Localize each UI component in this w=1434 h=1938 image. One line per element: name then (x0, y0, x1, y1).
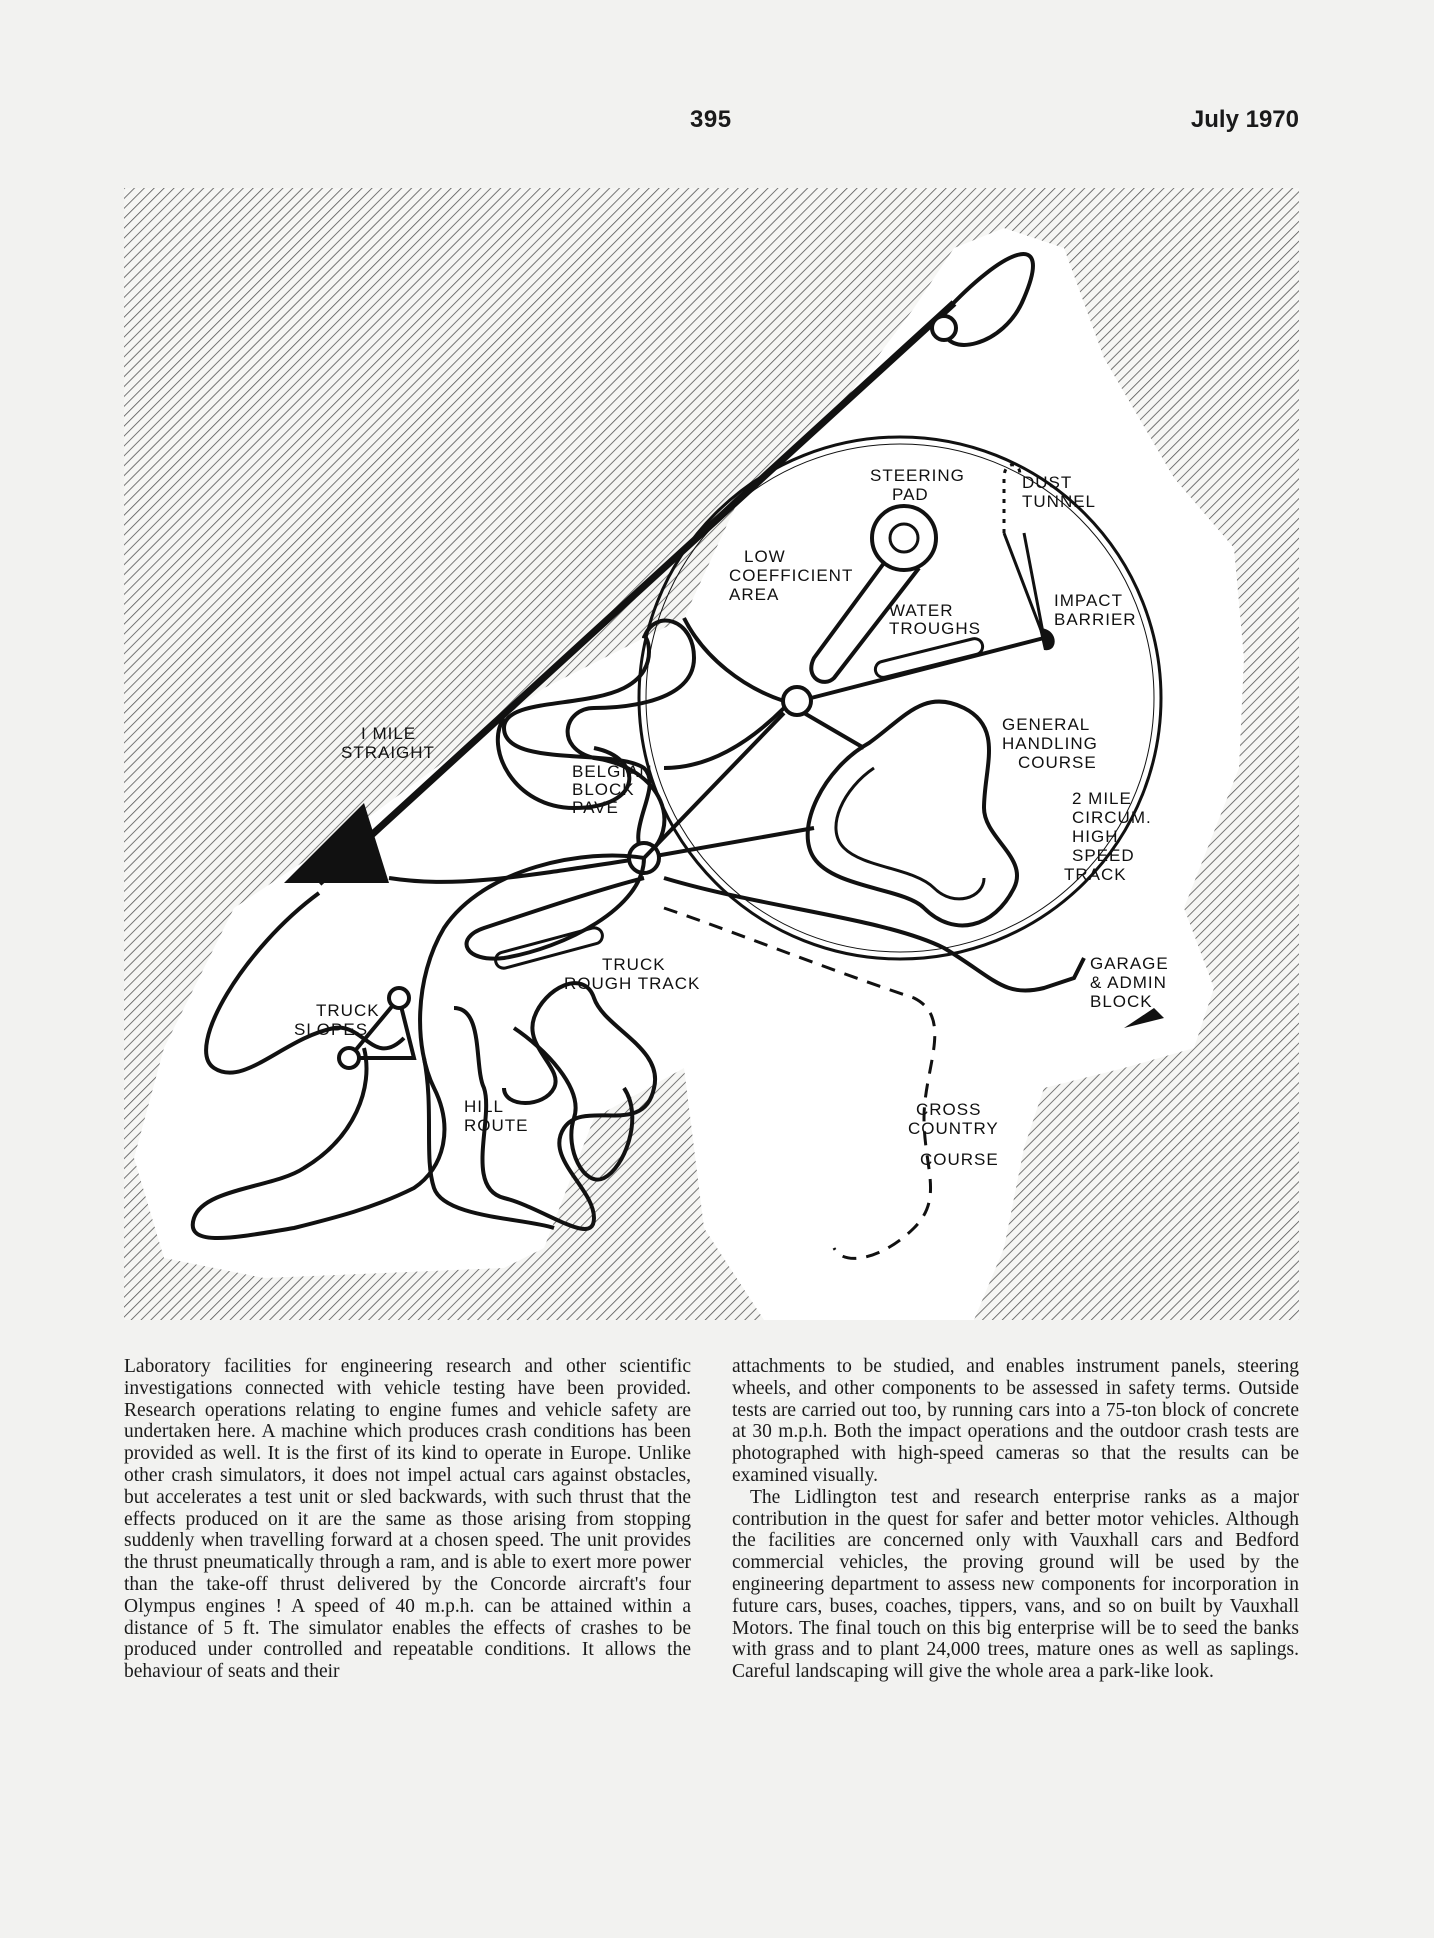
label-mile-straight-1: I MILE (361, 724, 417, 743)
left-column (124, 1356, 691, 1683)
label-garage-1: GARAGE (1090, 954, 1169, 973)
right-paragraph-2: The Lidlington test and research enterprise ranks as a major contribution in the quest for safer and better motor vehicles. Although the facilities are concerned only with Vauxhall cars and Bedford commercial vehicles, the proving ground will be used by the engineering department to assess new components for incorporation in future cars, buses, coaches, tippers, vans, and so on built by Vauxhall Motors. The final touch on this big enterprise will be to seed the banks with grass and to plant 24,000 trees, mature ones as well as saplings. Careful landscaping will give the whole area a park-like look. (732, 1486, 1299, 1683)
label-general-handling-3: COURSE (1018, 753, 1097, 772)
label-circum-2: CIRCUM. (1072, 808, 1152, 827)
inner-junction (783, 687, 811, 715)
right-column (732, 1356, 1299, 1683)
label-truck-rough-2: ROUGH TRACK (564, 974, 701, 993)
map-svg (124, 188, 1299, 1320)
label-dust-tunnel-1: DUST (1022, 473, 1073, 492)
label-low-coef-3: AREA (729, 585, 780, 604)
label-low-coef-2: COEFFICIENT (729, 566, 854, 585)
label-circum-5: TRACK (1064, 865, 1127, 884)
label-cross-country-1: CROSS (916, 1100, 982, 1119)
label-belgian-3: PAVE (572, 798, 619, 817)
left-paragraph: Laboratory facilities for engineering research and other scientific investigations connected with vehicle testing have been provided. Research operations relating to engine fumes and vehicle safety are undertaken here. A machine which produces crash conditions has been provided as well. It is the first of its kind to operate in Europe. Unlike other crash simulators, it does not impel actual cars against obstacles, but accelerates a test unit or sled backwards, with such thrust that the effects produced on it are the same as those arising from stopping suddenly when travelling forward at a chosen speed. The unit provides the thrust pneumatically through a ram, and is able to exert more power than the take-off thrust delivered by the Concorde aircraft's four Olympus engines ! A speed of 40 m.p.h. can be attained within a distance of 5 ft. The simulator enables the effects of crashes to be produced under controlled and repeatable conditions. It allows the behaviour of seats and their (124, 1356, 691, 1683)
label-steering-pad-2: PAD (892, 485, 929, 504)
label-truck-rough-1: TRUCK (602, 955, 666, 974)
label-garage-2: & ADMIN (1090, 973, 1167, 992)
label-hill-route-2: ROUTE (464, 1116, 529, 1135)
label-impact-barrier-1: IMPACT (1054, 591, 1123, 610)
label-low-coef-1: LOW (744, 547, 786, 566)
label-truck-slopes-1: TRUCK (316, 1001, 380, 1020)
page-number: 395 (690, 106, 732, 133)
label-hill-route-1: HILL (464, 1097, 504, 1116)
truck-slopes-node-1 (389, 988, 409, 1008)
straight-loop-junction (932, 316, 956, 340)
label-steering-pad-1: STEERING (870, 466, 965, 485)
label-truck-slopes-2: SLOPES (294, 1020, 369, 1039)
label-garage-3: BLOCK (1090, 992, 1153, 1011)
right-paragraph-1: attachments to be studied, and enables instrument panels, steering wheels, and other components to be assessed in safety terms. Outside tests are carried out too, by running cars into a 75-ton block of concrete at 30 m.p.h. Both the impact operations and the outdoor crash tests are photographed with high-speed cameras so that the results can be examined visually. (732, 1356, 1299, 1486)
article-body (124, 1356, 1299, 1683)
label-general-handling-1: GENERAL (1002, 715, 1091, 734)
label-water-troughs-1: WATER (889, 601, 954, 620)
label-water-troughs-2: TROUGHS (889, 619, 981, 638)
label-belgian-1: BELGIAN (572, 762, 653, 781)
truck-slopes-node-2 (339, 1048, 359, 1068)
label-impact-barrier-2: BARRIER (1054, 610, 1137, 629)
page-date: July 1970 (1190, 106, 1299, 133)
proving-ground-map (124, 188, 1299, 1320)
label-dust-tunnel-2: TUNNEL (1022, 492, 1097, 511)
label-circum-3: HIGH (1072, 827, 1119, 846)
label-general-handling-2: HANDLING (1002, 734, 1098, 753)
label-cross-country-2: COUNTRY (908, 1119, 999, 1138)
label-circum-4: SPEED (1072, 846, 1135, 865)
label-circum-1: 2 MILE (1072, 789, 1132, 808)
label-mile-straight-2: STRAIGHT (341, 743, 435, 762)
label-cross-country-3: COURSE (920, 1150, 999, 1169)
label-belgian-2: BLOCK (572, 780, 635, 799)
